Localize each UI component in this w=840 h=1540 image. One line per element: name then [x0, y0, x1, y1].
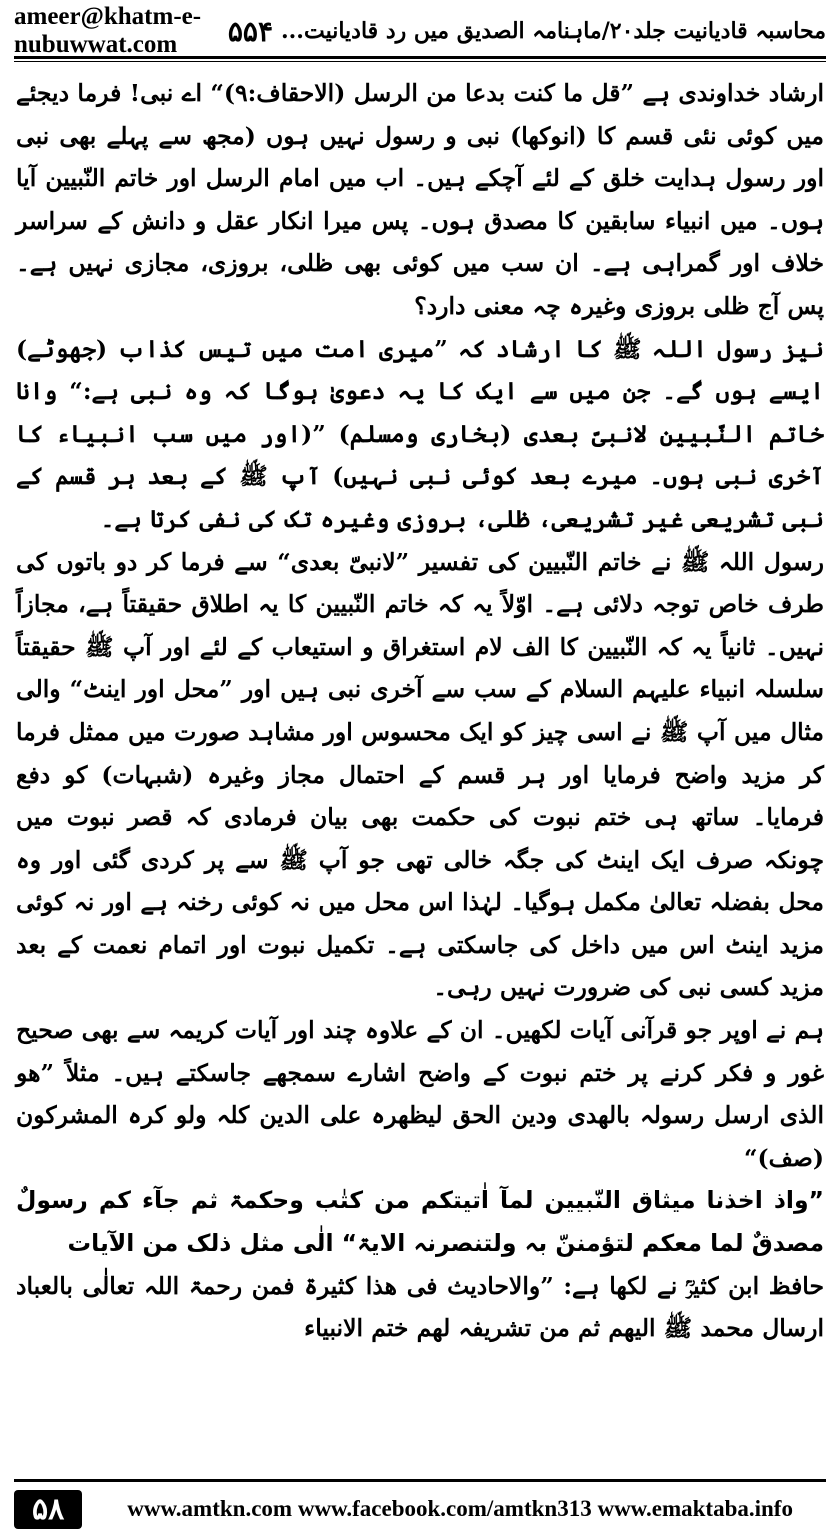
- header-rule: [14, 56, 826, 59]
- paragraph: حافظ ابن کثیرؒ نے لکھا ہے: ”والاحادیث فی ھذا کثیرۃ فمن رحمۃ اللہ تعالٰی بالعباد ارسال محمد ﷺ الیھم ثم من تشریفہ لھم ختم الانبیاء: [16, 1271, 824, 1343]
- header-email: ameer@khatm-e-nubuwwat.com: [14, 3, 202, 58]
- header-page-number: ۵۵۴: [227, 14, 273, 48]
- footer-urls: www.amtkn.com www.facebook.com/amtkn313 www.emaktaba.info: [127, 1496, 793, 1521]
- page-body: [16, 72, 824, 1462]
- paragraph: ہم نے اوپر جو قرآنی آیات لکھیں۔ ان کے علاوہ چند اور آیات کریمہ سے بھی صحیح غور و فکر کرنے پر ختم نبوت کے واضح اشارے سمجھے جاسکتے ہیں۔ مثلاً ”ھو الذی ارسل رسولہ بالھدی ودین الحق لیظھرہ علی الدین کلہ ولو کرہ المشرکون (صف)“: [16, 1016, 824, 1172]
- paragraph: ارشاد خداوندی ہے ”قل ما کنت بدعا من الرسل (الاحقاف:۹)“ اے نبی! فرما دیجئے میں کوئی نئی قسم کا (انوکھا) نبی و رسول نہیں ہوں (مجھ سے پہلے بھی نبی اور رسول ہدایت خلق کے لئے آچکے ہیں۔ اب میں امام الرسل اور خاتم النّبیین آیا ہوں۔ میں انبیاء سابقین کا مصدق ہوں۔ پس میرا انکار عقل و دانش کے سراسر خلاف اور گمراہی ہے۔ ان سب میں کوئی بھی ظلی، بروزی، مجازی نہیں ہے۔ پس آج ظلی بروزی وغیرہ چہ معنی دارد؟: [16, 79, 824, 320]
- quranic-quote: ”واذ اخذنا میثاق النّبیین لمآ اٰتیتکم من کتٰب وحکمۃ ثم جآء کم رسولٌ مصدقٌ لما معکم لتؤمننّ بہ ولتنصرنہ الایۃ“ الٰی مثل ذلک من الآیات: [16, 1186, 824, 1258]
- header-rule-thin: [14, 61, 826, 62]
- paragraph: رسول اللہ ﷺ نے خاتم النّبیین کی تفسیر ”لانبیّ بعدی“ سے فرما کر دو باتوں کی طرف خاص توجہ دلائی ہے۔ اوّلاً یہ کہ خاتم النّبیین کا یہ اطلاق حقیقتاً ہے، مجازاً نہیں۔ ثانیاً یہ کہ النّبیین کا الف لام استغراق و استیعاب کے لئے اور آپ ﷺ حقیقتاً سلسلہ انبیاء علیہم السلام کے سب سے آخری نبی ہیں اور ”محل اور اینٹ“ والی مثال میں آپ ﷺ نے اسی چیز کو ایک محسوس اور مشاہد صورت میں ممثل فرما کر مزید واضح فرمایا اور ہر قسم کے احتمال مجاز وغیرہ (شبہات) کو دفع فرمایا۔ ساتھ ہی ختم نبوت کی حکمت بھی بیان فرمادی کہ قصر نبوت میں چونکہ صرف ایک اینٹ کی جگہ خالی تھی جو آپ ﷺ سے پر کردی گئی اور وہ محل بفضلہ تعالیٰ مکمل ہوگیا۔ لہٰذا اس محل میں نہ کوئی رخنہ ہے اور نہ کوئی مزید اینٹ اس میں داخل کی جاسکتی ہے۔ تکمیل نبوت اور اتمام نعمت کے بعد مزید کسی نبی کی ضرورت نہیں رہی۔: [16, 547, 824, 1002]
- page-footer: [14, 1484, 826, 1534]
- footer-folio: ۵۸: [14, 1490, 82, 1529]
- header-running-title: محاسبہ قادیانیت جلد۲۰/ماہنامہ الصدیق میں رد قادیانیت...: [280, 18, 826, 44]
- page-header: [14, 3, 826, 58]
- paragraph: نیز رسول اللہ ﷺ کا ارشاد کہ ”میری امت میں تیس کذاب (جھوٹے) ایسے ہوں گے۔ جن میں سے ایک کا یہ دعویٰ ہوگا کہ وہ نبی ہے:“ وانا خاتم النّبیین لانبیّ بعدی (بخاری ومسلم) ”(اور میں سب انبیاء کا آخری نبی ہوں۔ میرے بعد کوئی نبی نہیں) آپ ﷺ کے بعد ہر قسم کے نبی تشریعی غیر تشریعی، ظلی، بروزی وغیرہ تک کی نفی کرتا ہے۔: [16, 334, 824, 533]
- footer-rule: [14, 1479, 826, 1482]
